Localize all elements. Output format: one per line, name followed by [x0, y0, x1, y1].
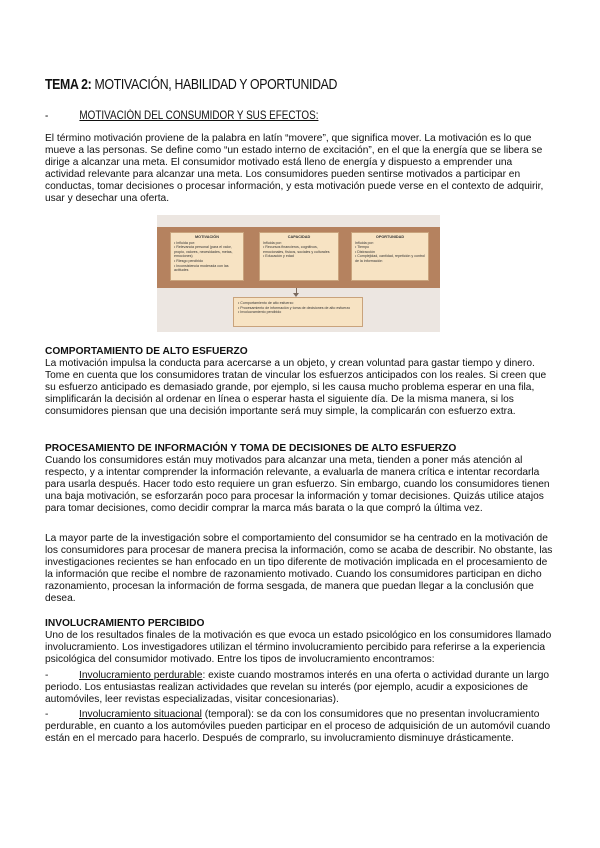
- title-number: TEMA 2:: [45, 76, 92, 93]
- diagram-box-item: • Inconsistencia moderada con las actitudes: [174, 263, 229, 273]
- diagram-box-item: • Influida por:: [174, 240, 196, 245]
- diagram-box-item: • Riesgo percibido: [174, 258, 204, 263]
- diagram-result-box: [233, 297, 363, 327]
- diagram-box-motivacion: [170, 232, 244, 281]
- list-text: : existe cuando mostramos interés en una oferta o actividad durante un largo periodo. Los entusiastas realizan actividades que revelan su interés (por ejemplo, acudir a exposiciones de automóviles, leer revistas especializadas, visitar concesionarias).: [45, 670, 550, 706]
- list-dash: -: [45, 670, 49, 681]
- title-text: MOTIVACIÓN, HABILIDAD Y OPORTUNIDAD: [94, 76, 338, 93]
- diagram-box-item: • Distracción: [355, 249, 376, 254]
- diagram-box-oportunidad: [351, 232, 429, 281]
- diagram-box-item: • Educación y edad: [263, 254, 294, 259]
- list-item-situacional: [45, 709, 553, 745]
- diagram-box-item: Influida por:: [355, 240, 374, 245]
- diagram-box-item: • Relevancia personal (para el valor, propio, valores, necesidades, metas, emociones): [174, 245, 233, 259]
- diagram-box-title: CAPACIDAD: [287, 235, 311, 239]
- paragraph-procesamiento-2: La mayor parte de la investigación sobre el comportamiento del consumidor se ha centrado en la motivación de los consumidores para procesar de manera precisa la información, como se acaba de describir. No obstante, las investigaciones recientes se han enfocado en un tipo diferente de motivación implicada en el procesamiento de la información que recibe el nombre de razonamiento motivado. Cuando los consumidores participan en dicho razonamiento, procesan la información de forma sesgada, de manera que puedan llegar a la conclusión que desea.: [45, 533, 553, 605]
- heading-procesamiento: PROCESAMIENTO DE INFORMACIÓN Y TOMA DE DECISIONES DE ALTO ESFUERZO: [45, 443, 457, 454]
- list-dash: -: [45, 709, 49, 720]
- diagram-box-capacidad: [259, 232, 339, 281]
- paragraph-involucramiento: Uno de los resultados finales de la motivación es que evoca un estado psicológico en los consumidores llamado involucramiento. Los investigadores utilizan el término involucramiento percibido para referirse a la experiencia psicológica del consumidor motivado. Entre los tipos de involucramiento encontramos:: [45, 630, 552, 666]
- diagram-box-title: MOTIVACIÓN: [195, 235, 219, 239]
- diagram-box-item: • Complejidad, cantidad, repetición y control de la información: [355, 254, 425, 263]
- diagram-result-item: • Comportamiento de alto esfuerzo: [238, 301, 294, 305]
- section-heading: [45, 110, 318, 122]
- diagram-box-item: • Recursos financieros, cognitivos, emocionales, físicos, sociales y culturales: [263, 245, 330, 254]
- heading-involucramiento: INVOLUCRAMIENTO PERCIBIDO: [45, 618, 205, 629]
- diagram-box-item: Influida por:: [263, 240, 282, 245]
- diagram-result-item: • Procesamiento de información y toma de decisiones de alto esfuerzo: [238, 305, 351, 310]
- diagram-result-item: • Involucramiento percibido: [238, 310, 282, 315]
- paragraph-procesamiento-1: Cuando los consumidores están muy motivados para alcanzar una meta, tienden a poner más atención al respecto, y a intentar comprender la información relevante, a evaluarla de manera crítica e intentar recordarla para usarla después. Hacer todo esto requiere un gran esfuerzo. Sin embargo, cuando los consumidores tienen una baja motivación, se esforzarán poco para procesar la información y tomar decisiones. Quizás utilice atajos para tomar decisiones, como decidir comprar la marca más barata o la que compró la última vez.: [45, 455, 550, 515]
- list-term: Involucramiento situacional: [79, 709, 202, 720]
- list-item-perdurable: [45, 670, 553, 706]
- diagram-box-item: • Tiempo: [355, 245, 370, 250]
- paragraph-comportamiento: La motivación impulsa la conducta para acercarse a un objeto, y crean voluntad para gastar tiempo y dinero. Tome en cuenta que los consumidores tratan de vincular los esfuerzos anticipados con los reales. Si creen que su esfuerzo anticipado es demasiado grande, por ejemplo, si les causa mucho problema esperar en una fila, simplificarán la decisión al ordenar en línea o esperar hasta el siguiente día. De la misma manera, si los consumidores piensan que una decisión importante será muy simple, la complicarán con esfuerzo extra.: [45, 358, 547, 418]
- intro-paragraph: El término motivación proviene de la palabra en latín “movere”, que significa mover. La motivación es lo que mueve a las personas. Se define como “un estado interno de excitación”, en el que la energía que se libera se dirige a alcanzar una meta. El consumidor motivado está lleno de energía y dispuesto a emprender una actividad relevante para alcanzar una meta. Los consumidores pueden sentirse motivados a participar en conductas, tomar decisiones o procesar información, y esta motivación puede verse en el contexto de adquirir, usar y desechar una oferta.: [45, 133, 544, 205]
- heading-comportamiento: COMPORTAMIENTO DE ALTO ESFUERZO: [45, 346, 248, 357]
- diagram-box-title: OPORTUNIDAD: [375, 235, 405, 239]
- section-bullet: -: [45, 110, 49, 122]
- motivation-diagram: [157, 215, 440, 332]
- section-heading-text: MOTIVACIÓN DEL CONSUMIDOR Y SUS EFECTOS:: [79, 110, 319, 122]
- list-text: (temporal): se da con los consumidores que no presentan involucramiento perdurable, en cuanto a los automóviles pueden participar en el proceso de adquisición de un automóvil cuando están en el mercado para hacerlo. Después de comprarlo, su involucramiento disminuye drásticamente.: [45, 709, 551, 745]
- list-term: Involucramiento perdurable: [79, 670, 203, 681]
- page-title: [45, 76, 337, 93]
